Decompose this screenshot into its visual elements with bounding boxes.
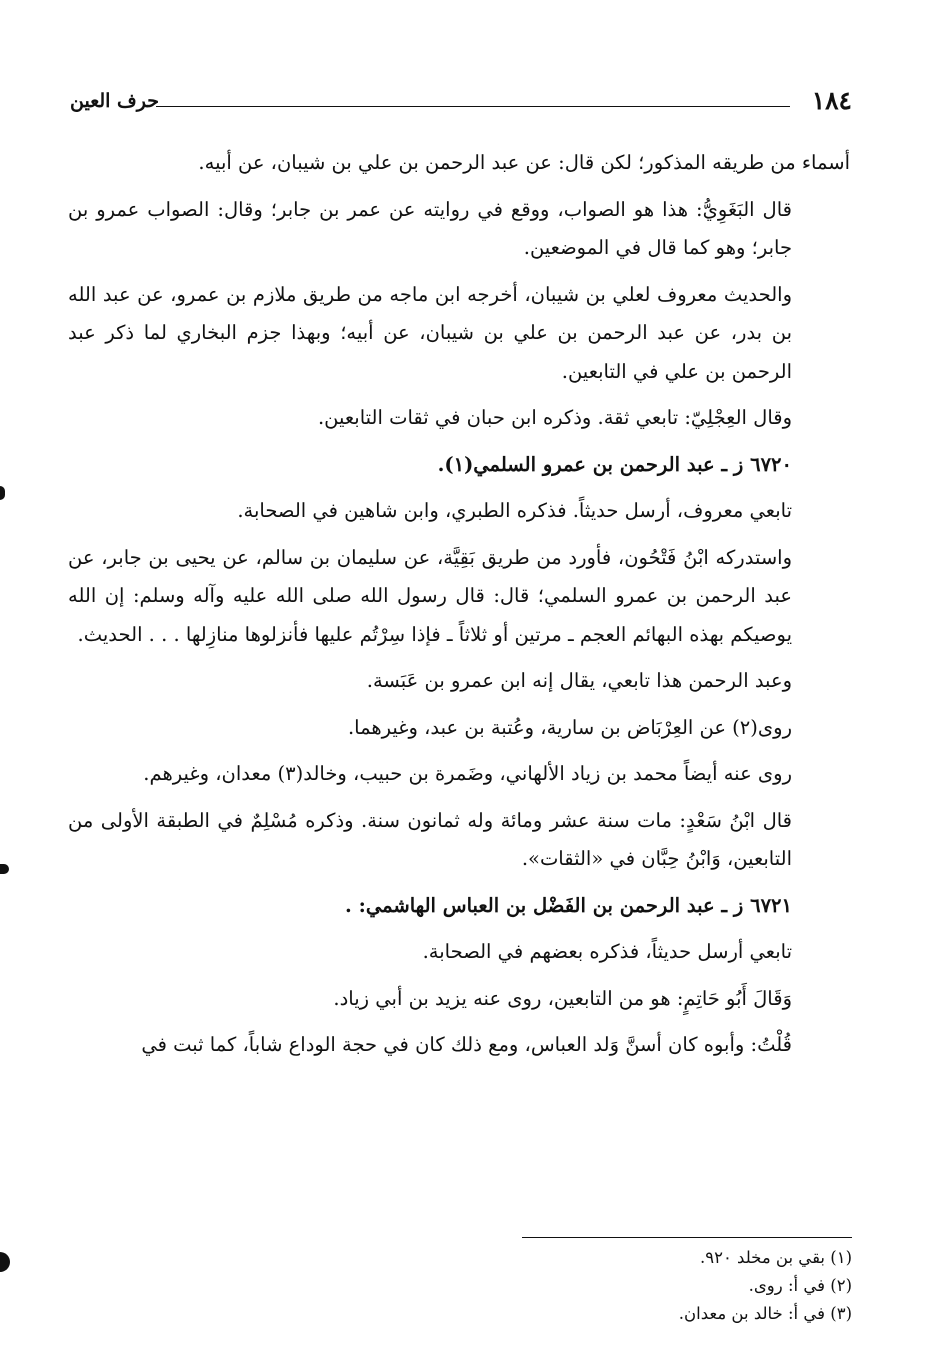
paragraph: واستدركه ابْنُ فَتْحُون، فأورد من طريق بَقِيَّة، عن سليمان بن سالم، عن يحيى بن جابر، عن عبد الرحمن بن عمرو السلمي؛ قال: قال رسول الله صلى الله عليه وآله وسلم: إن الله يوصيكم بهذه البهائم العجم ـ مرتين أو ثلاثاً ـ فإذا سِرْتُم عليها فأنزلوها منازِلها . . . الحديث.: [68, 545, 792, 646]
scan-edge-mark: [0, 486, 5, 500]
paragraph: روى عنه أيضاً محمد بن زياد الألهاني، وضَمرة بن حبيب، وخالد(٣) معدان، وغيرهم.: [143, 762, 792, 785]
paragraph: وَقَالَ أَبُو حَاتِمٍ: هو من التابعين، روى عنه يزيد بن أبي زياد.: [333, 986, 792, 1010]
paragraph: قال ابْنُ سَعْدٍ: مات سنة عشر ومائة وله ثمانون سنة. وذكره مُسْلِمٌ في الطبقة الأولى من التابعين، وَابْنُ حِبَّان في «الثقات».: [68, 808, 792, 870]
paragraph: قُلْتُ: وأبوه كان أسنَّ وَلد العباس، ومع ذلك كان في حجة الوداع شاباً، كما ثبت في: [141, 1033, 792, 1056]
paragraph: تابعي معروف، أرسل حديثاً. فذكره الطبري، وابن شاهين في الصحابة.: [237, 499, 792, 522]
header-rule: [156, 106, 790, 107]
scan-edge-mark: [0, 864, 9, 874]
footnote: (٢) في أ: روى.: [748, 1276, 852, 1295]
paragraph: روى(٢) عن العِرْبَاض بن سارية، وعُتبة بن عبد، وغيرهما.: [347, 715, 792, 739]
footnote: (١) بقي بن مخلد ٩٢٠.: [699, 1248, 852, 1267]
entry-heading: ٦٧٢١ ز ـ عبد الرحمن بن الفَضْل بن العباس الهاشمي: .: [345, 893, 792, 917]
entry-heading: ٦٧٢٠ ز ـ عبد الرحمن بن عمرو السلمي(١).: [437, 452, 792, 476]
main-text: [68, 144, 850, 1073]
scan-edge-mark: [0, 1252, 10, 1272]
footnotes: [352, 1244, 852, 1328]
running-title: حرف العين: [70, 90, 159, 112]
paragraph: قال البَغَوِيُّ: هذا هو الصواب، ووقع في روايته عن عمر بن جابر؛ وقال: الصواب عمرو بن جابر؛ وهو كما قال في الموضعين.: [68, 197, 792, 259]
footnote-rule: [522, 1237, 852, 1238]
paragraph: وعبد الرحمن هذا تابعي، يقال إنه ابن عمرو بن عَبَسة.: [366, 669, 792, 692]
footnote: (٣) في أ: خالد بن معدان.: [678, 1304, 852, 1323]
paragraph: والحديث معروف لعلي بن شيبان، أخرجه ابن ماجه من طريق ملازم بن عمرو، عن عبد الله بن بدر، عن عبد الرحمن بن علي بن شيبان، عن أبيه؛ وبهذا جزم البخاري لما ذكر عبد الرحمن بن علي في التابعين.: [68, 282, 792, 383]
paragraph: تابعي أرسل حديثاً، فذكره بعضهم في الصحابة.: [422, 940, 792, 963]
page-number: ١٨٤: [811, 86, 852, 115]
paragraph: أسماء من طريقه المذكور؛ لكن قال: عن عبد الرحمن بن علي بن شيبان، عن أبيه.: [198, 151, 850, 174]
page-header: [70, 82, 852, 122]
paragraph: وقال العِجْلِيّ: تابعي ثقة. وذكره ابن حبان في ثقات التابعين.: [317, 406, 792, 429]
